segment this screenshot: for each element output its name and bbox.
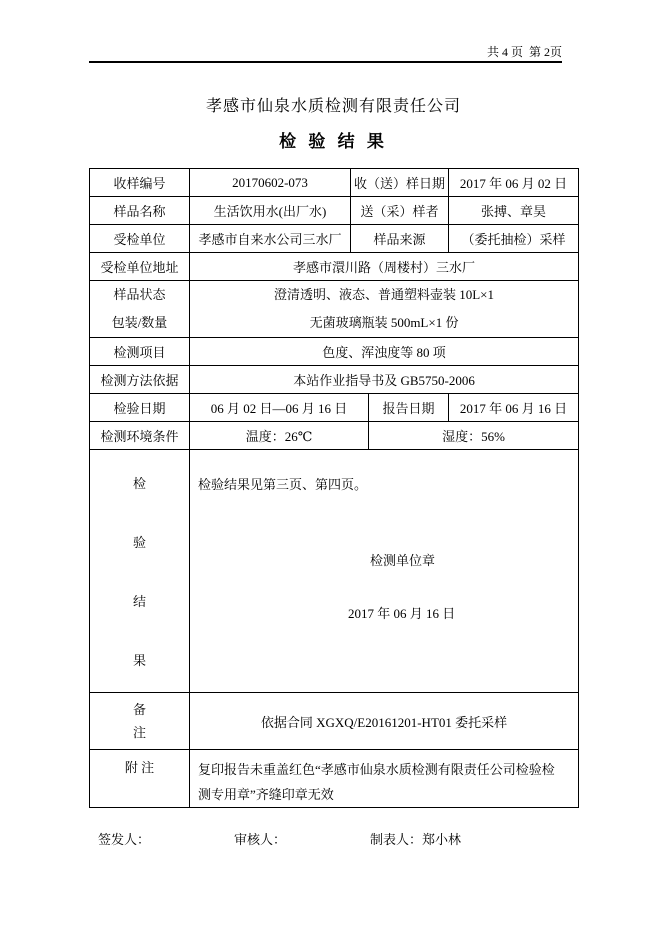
address-label: 受检单位地址 <box>90 253 190 281</box>
temperature-value: 温度：26℃ <box>190 422 369 450</box>
remark-label: 备 注 <box>90 693 190 750</box>
humidity-value: 湿度：56% <box>369 422 579 450</box>
sampler-label: 送（采）样者 <box>351 197 449 225</box>
table-row <box>90 338 579 366</box>
stamp-label: 检测单位章 <box>370 553 436 568</box>
table-row <box>90 253 579 281</box>
table-row <box>90 281 579 338</box>
reviewer-label: 审核人： <box>234 832 287 847</box>
table-row <box>90 225 579 253</box>
table-row <box>90 450 579 693</box>
company-title: 孝感市仙泉水质检测有限责任公司 <box>205 98 461 115</box>
stamp-date: 2017 年 06 月 16 日 <box>348 606 456 621</box>
doc-title: 检 验 结 果 <box>279 132 388 151</box>
table-row <box>90 169 579 197</box>
table-row <box>90 394 579 422</box>
remark-value: 依据合同 XGXQ/E20161201-HT01 委托采样 <box>190 693 579 750</box>
table-row <box>90 366 579 394</box>
report-date-label: 报告日期 <box>369 394 449 422</box>
sample-state-label: 样品状态 包装/数量 <box>90 281 190 338</box>
preparer-label: 制表人： <box>370 832 423 847</box>
sample-source-label: 样品来源 <box>351 225 449 253</box>
table-row <box>90 197 579 225</box>
info-table <box>89 168 579 808</box>
attachment-value: 复印报告未重盖红色“孝感市仙泉水质检测有限责任公司检验检 测专用章”齐缝印章无效 <box>190 750 579 808</box>
report-date-value: 2017 年 06 月 16 日 <box>449 394 579 422</box>
table-row <box>90 693 579 750</box>
sample-state-value: 澄清透明、液态、普通塑料壶装 10L×1 无菌玻璃瓶装 500mL×1 份 <box>190 281 579 338</box>
test-date-value: 06 月 02 日—06 月 16 日 <box>190 394 369 422</box>
receive-date-value: 2017 年 06 月 02 日 <box>449 169 579 197</box>
header-rule <box>89 61 562 63</box>
preparer-name: 郑小林 <box>422 832 462 847</box>
receive-date-label: 收（送）样日期 <box>351 169 449 197</box>
method-value: 本站作业指导书及 GB5750-2006 <box>190 366 579 394</box>
inspected-unit-label: 受检单位 <box>90 225 190 253</box>
result-section-label: 检 验 结 果 <box>90 450 190 693</box>
sampler-value: 张搏、章昊 <box>449 197 579 225</box>
result-section-body <box>190 450 579 693</box>
page-number: 共 4 页 第 2页 <box>486 45 562 59</box>
sample-name-label: 样品名称 <box>90 197 190 225</box>
preparer-field <box>370 829 461 848</box>
result-note: 检验结果见第三页、第四页。 <box>198 477 368 492</box>
method-label: 检测方法依据 <box>90 366 190 394</box>
sample-source-value: （委托抽检）采样 <box>449 225 579 253</box>
sample-no-label: 收样编号 <box>90 169 190 197</box>
inspected-unit-value: 孝感市自来水公司三水厂 <box>190 225 351 253</box>
items-label: 检测项目 <box>90 338 190 366</box>
items-value: 色度、浑浊度等 80 项 <box>190 338 579 366</box>
address-value: 孝感市澴川路（周楼村）三水厂 <box>190 253 579 281</box>
issuer-label: 签发人： <box>98 832 151 847</box>
table-row <box>90 750 579 808</box>
sample-no-value: 20170602-073 <box>190 169 351 197</box>
test-date-label: 检验日期 <box>90 394 190 422</box>
sample-name-value: 生活饮用水(出厂水) <box>190 197 351 225</box>
env-label: 检测环境条件 <box>90 422 190 450</box>
table-row <box>90 422 579 450</box>
attachment-label: 附 注 <box>90 750 190 808</box>
